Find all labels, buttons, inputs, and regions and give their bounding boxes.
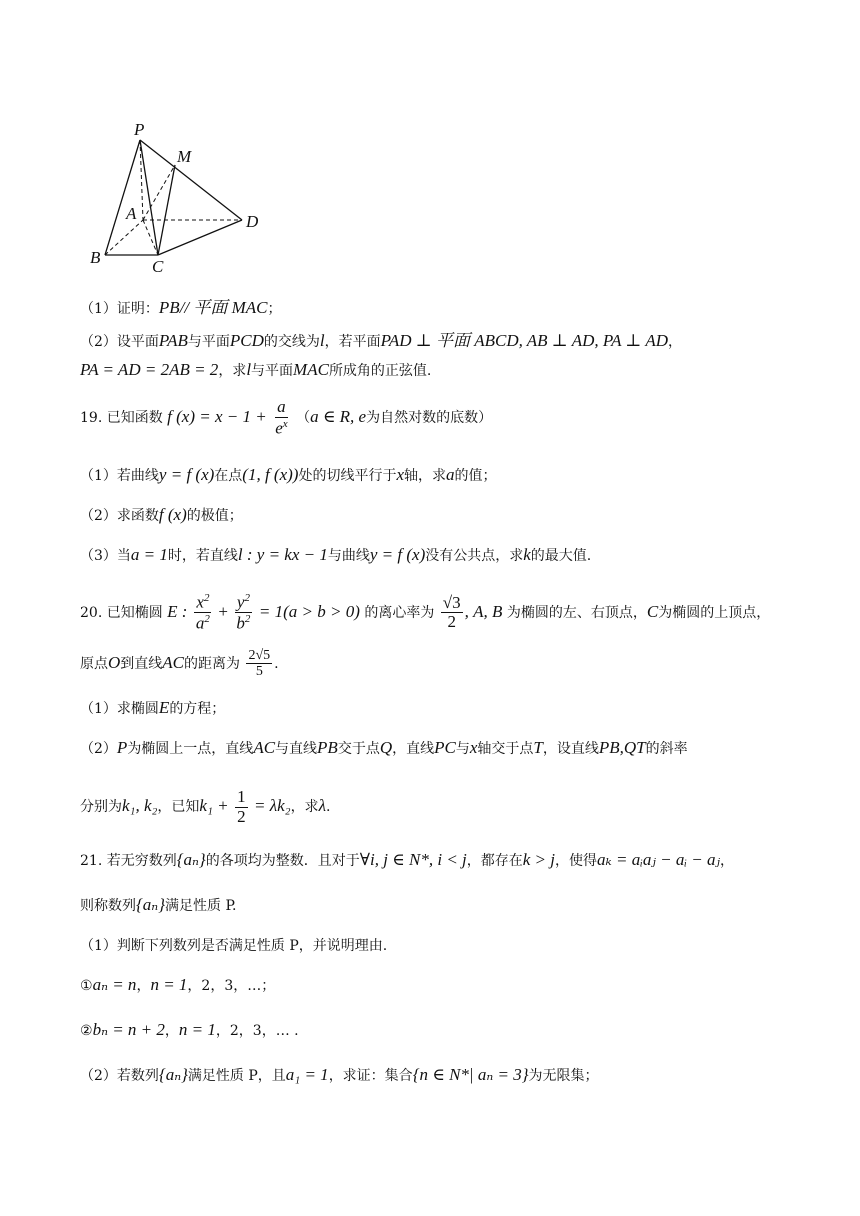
q21-item2: ②bₙ = n + 2，n = 1，2，3，… . xyxy=(80,1020,299,1039)
q18-part2: （2）设平面PAB与平面PCD的交线为l，若平面PAD ⊥ 平面 ABCD, AB ⊥ AD, PA ⊥ AD， xyxy=(80,331,683,350)
q18-part2-cont: PA = AD = 2AB = 2，求l与平面MAC所成角的正弦值. xyxy=(80,360,432,379)
q21-stem-line2: 则称数列{aₙ}满足性质 P. xyxy=(80,895,237,914)
q21-part2: （2）若数列{aₙ}满足性质 P，且a₁ = 1，求证：集合{n ∈ N*| aₙ = 3}为无限集； xyxy=(80,1065,599,1084)
q19-part1: （1）若曲线y = f (x)在点(1, f (x))处的切线平行于x轴，求a的值； xyxy=(80,465,497,484)
q18-part1: （1）证明：PB// 平面 MAC； xyxy=(80,298,282,317)
q21-part1: （1）判断下列数列是否满足性质 P，并说明理由. xyxy=(80,938,388,954)
label-B: B xyxy=(90,248,101,267)
q21-item1: ①aₙ = n，n = 1，2，3，…； xyxy=(80,975,276,994)
q20-part2-cont: 分别为k₁, k₂，已知k₁ + $\frac{1}{2}$ = λk₂，求λ. xyxy=(80,787,331,826)
q19-stem: 19. 已知函数 f (x) = x − 1 + $\frac{a}{e^x}$ （a ∈ R, e为自然对数的底数） xyxy=(80,397,493,438)
q21-stem: 21. 若无穷数列{aₙ}的各项均为整数．且对于∀i, j ∈ N*, i < j，都存在k > j，使得aₖ = aᵢaⱼ − aᵢ − aⱼ， xyxy=(80,850,734,869)
label-P: P xyxy=(134,120,145,139)
label-M: M xyxy=(177,147,192,166)
label-A: A xyxy=(126,204,137,223)
q20-stem-line2: 原点O到直线AC的距离为 $\frac{2√5}{5}$ . xyxy=(80,648,279,680)
label-C: C xyxy=(152,257,164,275)
q20-stem: 20. 已知椭圆 E : $\frac{x^2}{a^2}$ + $\frac{y^2}{b^2}$ = 1(a > b > 0) 的离心率为 $\frac{√3}{2}$ , A, B 为椭圆的左、右顶点，C为椭圆的上顶点， xyxy=(80,592,771,633)
q19-part2: （2）求函数f (x)的极值； xyxy=(80,505,243,524)
label-D: D xyxy=(246,212,259,231)
q20-part1: （1）求椭圆E的方程； xyxy=(80,698,226,717)
q19-part3: （3）当a = 1时，若直线l : y = kx − 1与曲线y = f (x)没有公共点，求k的最大值. xyxy=(80,545,592,564)
q20-part2: （2）P为椭圆上一点，直线AC与直线PB交于点Q，直线PC与x轴交于点T，设直线PB,QT的斜率 xyxy=(80,738,688,757)
pyramid-figure xyxy=(80,115,280,275)
